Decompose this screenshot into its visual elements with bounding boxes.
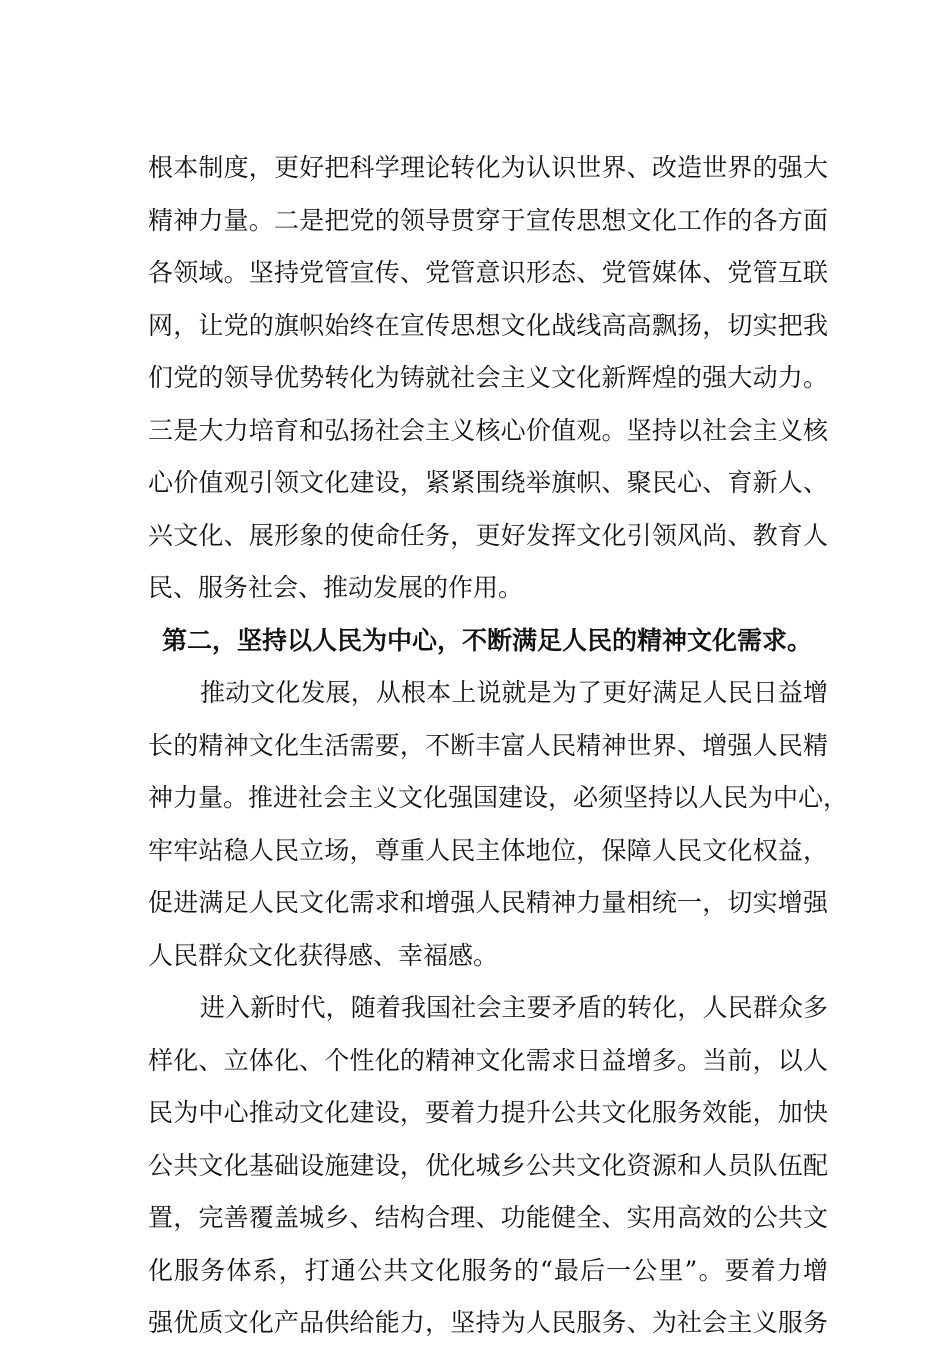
text-line: 长的精神文化生活需要，不断丰富人民精神世界、增强人民精 (148, 730, 828, 760)
text-line: 促进满足人民文化需求和增强人民精神力量相统一，切实增强 (148, 888, 828, 917)
text-line: 根本制度，更好把科学理论转化为认识世界、改造世界的强大 (148, 153, 828, 182)
text-line: 神力量。推进社会主义文化强国建设，必须坚持以人民为中心， (148, 783, 849, 812)
text-line: 兴文化、展形象的使命任务，更好发挥文化引领风尚、教育人 (148, 520, 828, 550)
text-line: 三是大力培育和弘扬社会主义核心价值观。坚持以社会主义核 (148, 415, 828, 445)
text-line: 置，完善覆盖城乡、结构合理、功能健全、实用高效的公共文 (148, 1203, 828, 1232)
text-line: 各领域。坚持党管宣传、党管意识形态、党管媒体、党管互联 (148, 258, 828, 287)
text-line: 公共文化基础设施建设，优化城乡公共文化资源和人员队伍配 (148, 1150, 828, 1180)
text-line: 精神力量。二是把党的领导贯穿于宣传思想文化工作的各方面 (148, 205, 828, 235)
text-line: 化服务体系，打通公共文化服务的“最后一公里”。要着力增 (148, 1255, 828, 1285)
section-heading: 第二，坚持以人民为中心，不断满足人民的精神文化需求。 (162, 625, 813, 655)
paragraph-start-line: 推动文化发展，从根本上说就是为了更好满足人民日益增 (200, 678, 828, 707)
text-line: 强优质文化产品供给能力，坚持为人民服务、为社会主义服务 (148, 1308, 828, 1337)
text-line: 民、服务社会、推动发展的作用。 (148, 573, 524, 602)
text-line: 民为中心推动文化建设，要着力提升公共文化服务效能，加快 (148, 1098, 828, 1127)
body-text (148, 142, 849, 1350)
text-line: 样化、立体化、个性化的精神文化需求日益增多。当前，以人 (148, 1045, 828, 1075)
text-line: 们党的领导优势转化为铸就社会主义文化新辉煌的强大动力。 (148, 363, 828, 392)
text-line: 人民群众文化获得感、幸福感。 (148, 940, 499, 970)
text-line: 心价值观引领文化建设，紧紧围绕举旗帜、聚民心、育新人、 (148, 468, 828, 497)
paragraph-start-line: 进入新时代，随着我国社会主要矛盾的转化，人民群众多 (200, 993, 828, 1022)
text-line: 网，让党的旗帜始终在宣传思想文化战线高高飘扬，切实把我 (148, 310, 828, 340)
text-line: 牢牢站稳人民立场，尊重人民主体地位，保障人民文化权益， (148, 835, 828, 865)
